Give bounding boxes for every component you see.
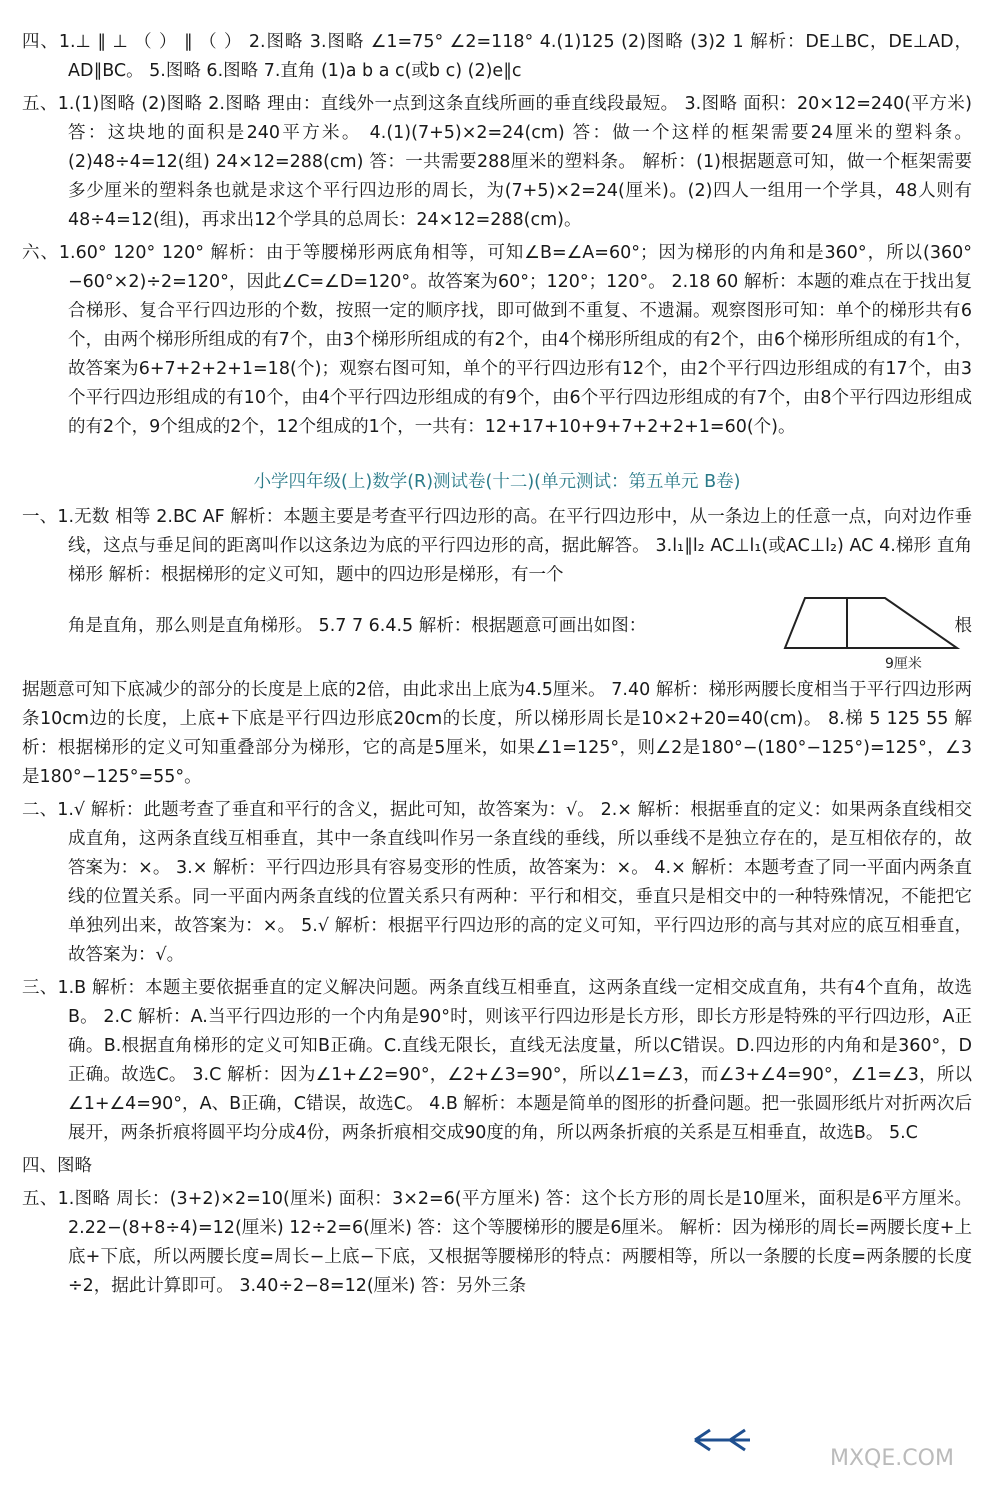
b-section-1-text-2: 据题意可知下底减少的部分的长度是上底的2倍，由此求出上底为4.5厘米。 7.40 解析：梯形两腰长度相当于平行四边形两条10cm边的长度，上底+下底是平行四边形底20cm的长度，所以梯形周长是10×2+20=40(cm)。 8.梯 5 125 55 解析：根据梯形的定义可知重叠部分为梯形，它的高是5厘米，如果∠1=125°，则∠2是180°−(180°−125°)=125°，∠3是180°−125°=55°。 [22, 680, 972, 787]
b-section-4-text: 四、图略 [22, 1156, 92, 1176]
figure-dimension-label: 9厘米 [885, 656, 922, 672]
unit-test-title: 小学四年级(上)数学(R)测试卷(十二)(单元测试：第五单元 B卷) [253, 472, 741, 492]
section-5-text: 五、1.(1)图略 (2)图略 2.图略 理由：直线外一点到这条直线所画的垂直线段最短。 3.图略 面积：20×12=240(平方米) 答：这块地的面积是240平方米。 4.(1)(7+5)×2=24(cm) 答：做一个这样的框架需要24厘米的塑料条。 (2)48÷4=12(组) 24×12=288(cm) 答：一共需要288厘米的塑料条。 解析：(1)根据题意可知，做一个框架需要多少厘米的塑料条也就是求这个平行四边形的周长，为(7+5)×2=24(厘米)。(2)四人一组用一个学具，48人则有48÷4=12(组)，再求出12个学具的总周长：24×12=288(cm)。 [22, 94, 972, 230]
b-section-5-text: 五、1.图略 周长：(3+2)×2=10(厘米) 面积：3×2=6(平方厘米) 答：这个长方形的周长是10厘米，面积是6平方厘米。 2.22−(8+8÷4)=12(厘米) 12÷2=6(厘米) 答：这个等腰梯形的腰是6厘米。 解析：因为梯形的周长=两腰长度+上底+下底，所以两腰长度=周长−上底−下底，又根据等腰梯形的特点：两腰相等，所以一条腰的长度=两条腰的长度÷2，据此计算即可。 3.40÷2−8=12(厘米) 答：另外三条 [22, 1189, 972, 1296]
publisher-logo [690, 1405, 980, 1475]
b-section-3-answers [22, 974, 972, 1148]
b-section-3-text: 三、1.B 解析：本题主要依据垂直的定义解决问题。两条直线互相垂直，这两条直线一定相交成直角，共有4个直角，故选B。 2.C 解析：A.当平行四边形的一个内角是90°时，则该平行四边形是长方形，即长方形是特殊的平行四边形，A正确。B.根据直角梯形的定义可知B正确。C.直线无限长，直线无法度量，所以C错误。D.四边形的内角和是360°，D正确。故选C。 3.C 解析：因为∠1+∠2=90°，∠2+∠3=90°，所以∠1=∠3，而∠3+∠4=90°，∠1=∠3，所以∠1+∠4=90°，A、B正确，C错误，故选C。 4.B 解析：本题是简单的图形的折叠问题。把一张圆形纸片对折两次后展开，两条折痕将圆平均分成4份，两条折痕相交成90度的角，所以两条折痕的关系是互相垂直，故选B。 5.C [22, 978, 972, 1143]
b-section-1-continued [22, 676, 972, 792]
arrow-icon [695, 1430, 750, 1450]
trapezoid-figure-row [22, 590, 972, 676]
section-4-answers [22, 28, 972, 86]
figure-trailing-text: 根 [954, 616, 972, 636]
b-section-2-text: 二、1.√ 解析：此题考查了垂直和平行的含义，据此可知，故答案为：√。 2.× 解析：根据垂直的定义：如果两条直线相交成直角，这两条直线互相垂直，其中一条直线叫作另一条直线的垂线，所以垂线不是独立存在的，是互相依存的，故答案为：×。 3.× 解析：平行四边形具有容易变形的性质，故答案为：×。 4.× 解析：本题考查了同一平面内两条直线的位置关系。同一平面内两条直线的位置关系只有两种：平行和相交，垂直只是相交中的一种特殊情况，不能把它单独列出来，故答案为：×。 5.√ 解析：根据平行四边形的高的定义可知，平行四边形的高与其对应的底互相垂直，故答案为：√。 [22, 800, 972, 965]
b-section-1-text: 一、1.无数 相等 2.BC AF 解析：本题主要是考查平行四边形的高。在平行四边形中，从一条边上的任意一点，向对边作垂线，这点与垂足间的距离叫作以这条边为底的平行四边形的高，据此解答。 3.l₁∥l₂ AC⊥l₁(或AC⊥l₂) AC 4.梯形 直角梯形 解析：根据梯形的定义可知，题中的四边形是梯形，有一个 [22, 507, 972, 585]
answer-page [22, 28, 972, 1301]
b-section-4-answers [22, 1152, 972, 1181]
b-section-5-answers [22, 1185, 972, 1301]
b-section-2-answers [22, 796, 972, 970]
section-5-answers [22, 90, 972, 235]
trapezoid-diagram [777, 590, 967, 676]
section-4-text: 四、1.⊥ ∥ ⊥ （ ） ∥ （ ） 2.图略 3.图略 ∠1=75° ∠2=118° 4.(1)125 (2)图略 (3)2 1 解析：DE⊥BC，DE⊥AD，AD∥BC。 5.图略 6.图略 7.直角 (1)a b a c(或b c) (2)e∥c [22, 32, 972, 81]
watermark-text: MXQE.COM [830, 1446, 954, 1471]
figure-lead-text: 角是直角，那么则是直角梯形。 5.7 7 6.4.5 解析：根据题意可画出如图： [68, 616, 647, 636]
section-6-answers [22, 239, 972, 442]
trapezoid-shape [785, 598, 957, 648]
section-6-text: 六、1.60° 120° 120° 解析：由于等腰梯形两底角相等，可知∠B=∠A=60°；因为梯形的内角和是360°，所以(360°−60°×2)÷2=120°，因此∠C=∠D=120°。故答案为60°；120°；120°。 2.18 60 解析：本题的难点在于找出复合梯形、复合平行四边形的个数，按照一定的顺序找，即可做到不重复、不遗漏。观察图形可知：单个的梯形共有6个，由两个梯形所组成的有7个，由3个梯形所组成的有2个，由4个梯形所组成的有2个，由6个梯形所组成的有1个，故答案为6+7+2+2+1=18(个)；观察右图可知，单个的平行四边形有12个，由2个平行四边形组成的有17个，由3个平行四边形组成的有10个，由4个平行四边形组成的有9个，由6个平行四边形组成的有7个，由8个平行四边形组成的有2个，9个组成的2个，12个组成的1个，一共有：12+17+10+9+7+2+2+1=60(个)。 [22, 243, 972, 437]
b-section-1-answers [22, 503, 972, 590]
